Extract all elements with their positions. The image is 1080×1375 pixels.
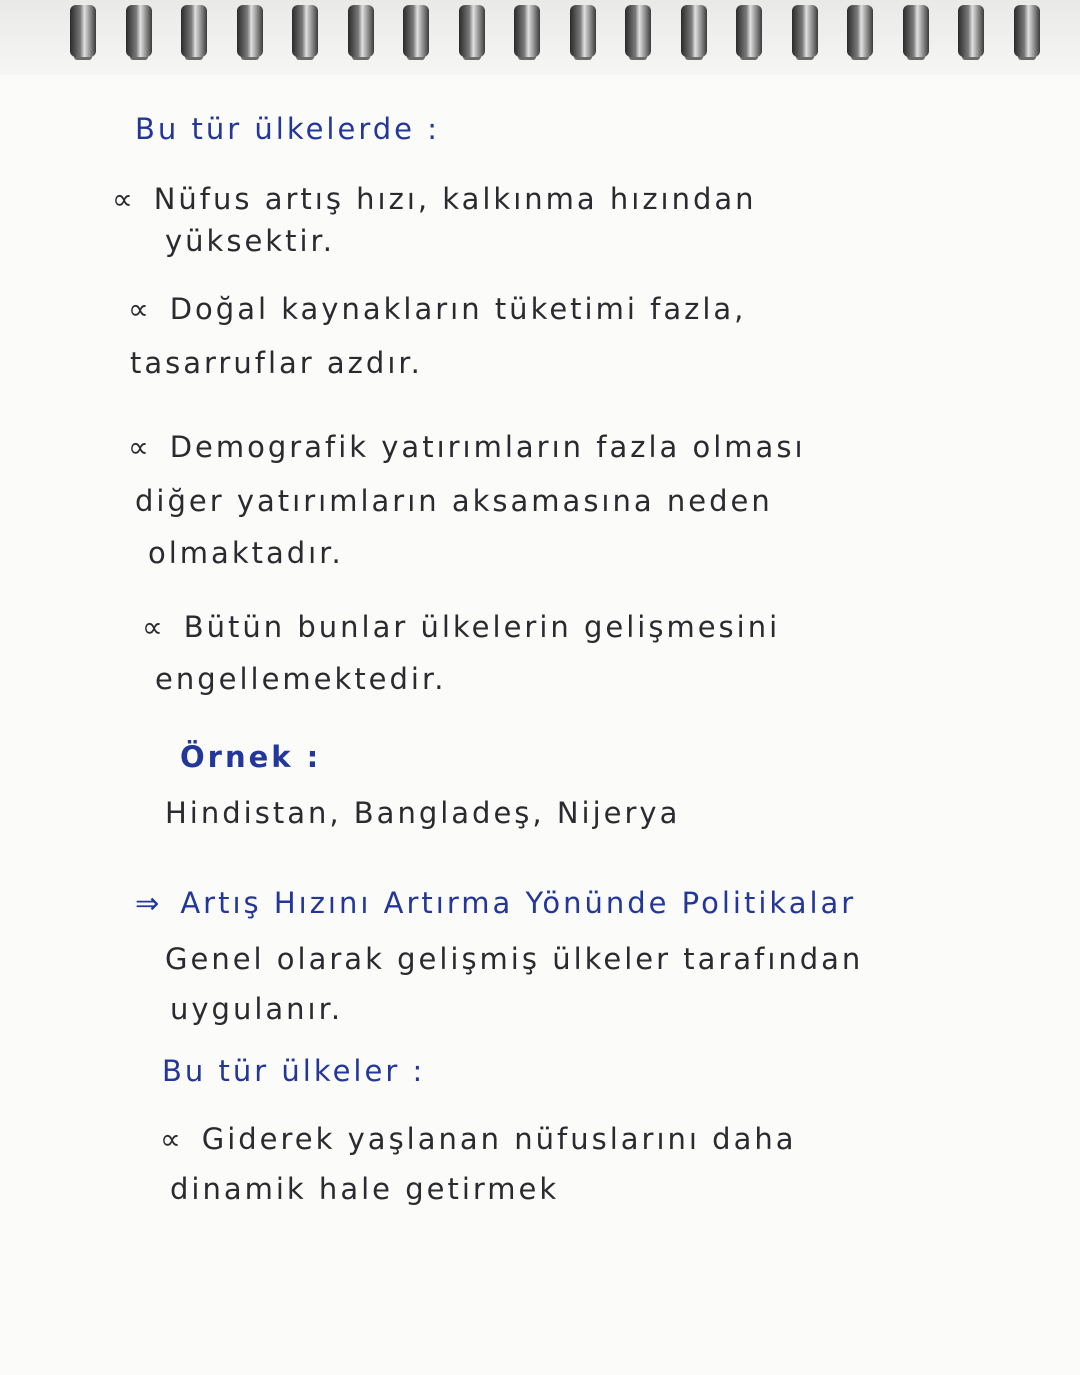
spiral-ring: [625, 5, 651, 57]
heading-bu-tur-ulkeler: Bu tür ülkeler :: [162, 1054, 426, 1088]
bullet-4-line-2: engellemektedir.: [155, 662, 447, 696]
bullet-3: [128, 430, 806, 464]
bullet-icon: ∝: [128, 430, 152, 464]
bullet-5-line-2: dinamik hale getirmek: [170, 1172, 560, 1206]
arrow-right-icon: ⇒: [135, 886, 163, 920]
heading-bu-tur-ulkelerde: Bu tür ülkelerde :: [135, 112, 440, 146]
spiral-ring: [292, 5, 318, 57]
bullet-icon: ∝: [142, 610, 166, 644]
bullet-1-line-1: Nüfus artış hızı, kalkınma hızından: [153, 182, 757, 216]
spiral-ring: [1014, 5, 1040, 57]
examples-list: Hindistan, Bangladeş, Nijerya: [165, 796, 681, 830]
spiral-ring: [736, 5, 762, 57]
section-2-text-line-2: uygulanır.: [170, 992, 344, 1026]
bullet-4-line-1: Bütün bunlar ülkelerin gelişmesini: [183, 610, 781, 644]
spiral-ring: [958, 5, 984, 57]
spiral-ring: [514, 5, 540, 57]
section-2-title-text: Artış Hızını Artırma Yönünde Politikalar: [180, 886, 857, 920]
spiral-ring: [792, 5, 818, 57]
spiral-ring: [348, 5, 374, 57]
bullet-3-line-2: diğer yatırımların aksamasına neden: [135, 484, 773, 518]
spiral-ring: [681, 5, 707, 57]
spiral-ring: [237, 5, 263, 57]
bullet-icon: ∝: [112, 182, 136, 216]
bullet-icon: ∝: [128, 292, 152, 326]
bullet-2-line-2: tasarruflar azdır.: [130, 346, 423, 380]
spiral-ring: [126, 5, 152, 57]
bullet-3-line-1: Demografik yatırımların fazla olması: [169, 430, 806, 464]
bullet-1: [112, 182, 757, 216]
bullet-5: [160, 1122, 797, 1156]
section-2-text-line-1: Genel olarak gelişmiş ülkeler tarafından: [165, 942, 864, 976]
bullet-2: [128, 292, 746, 326]
spiral-ring: [847, 5, 873, 57]
bullet-4: [142, 610, 780, 644]
bullet-icon: ∝: [160, 1122, 184, 1156]
section-2-title: [135, 886, 856, 920]
spiral-ring: [903, 5, 929, 57]
example-label: Örnek :: [180, 740, 322, 774]
bullet-5-line-1: Giderek yaşlanan nüfuslarını daha: [201, 1122, 797, 1156]
bullet-3-line-3: olmaktadır.: [148, 536, 344, 570]
spiral-ring: [181, 5, 207, 57]
spiral-ring: [459, 5, 485, 57]
bullet-2-line-1: Doğal kaynakların tüketimi fazla,: [169, 292, 747, 326]
spiral-ring: [570, 5, 596, 57]
spiral-ring: [70, 5, 96, 57]
spiral-ring: [403, 5, 429, 57]
bullet-1-line-2: yüksektir.: [165, 224, 335, 258]
spiral-binding: [0, 0, 1080, 75]
